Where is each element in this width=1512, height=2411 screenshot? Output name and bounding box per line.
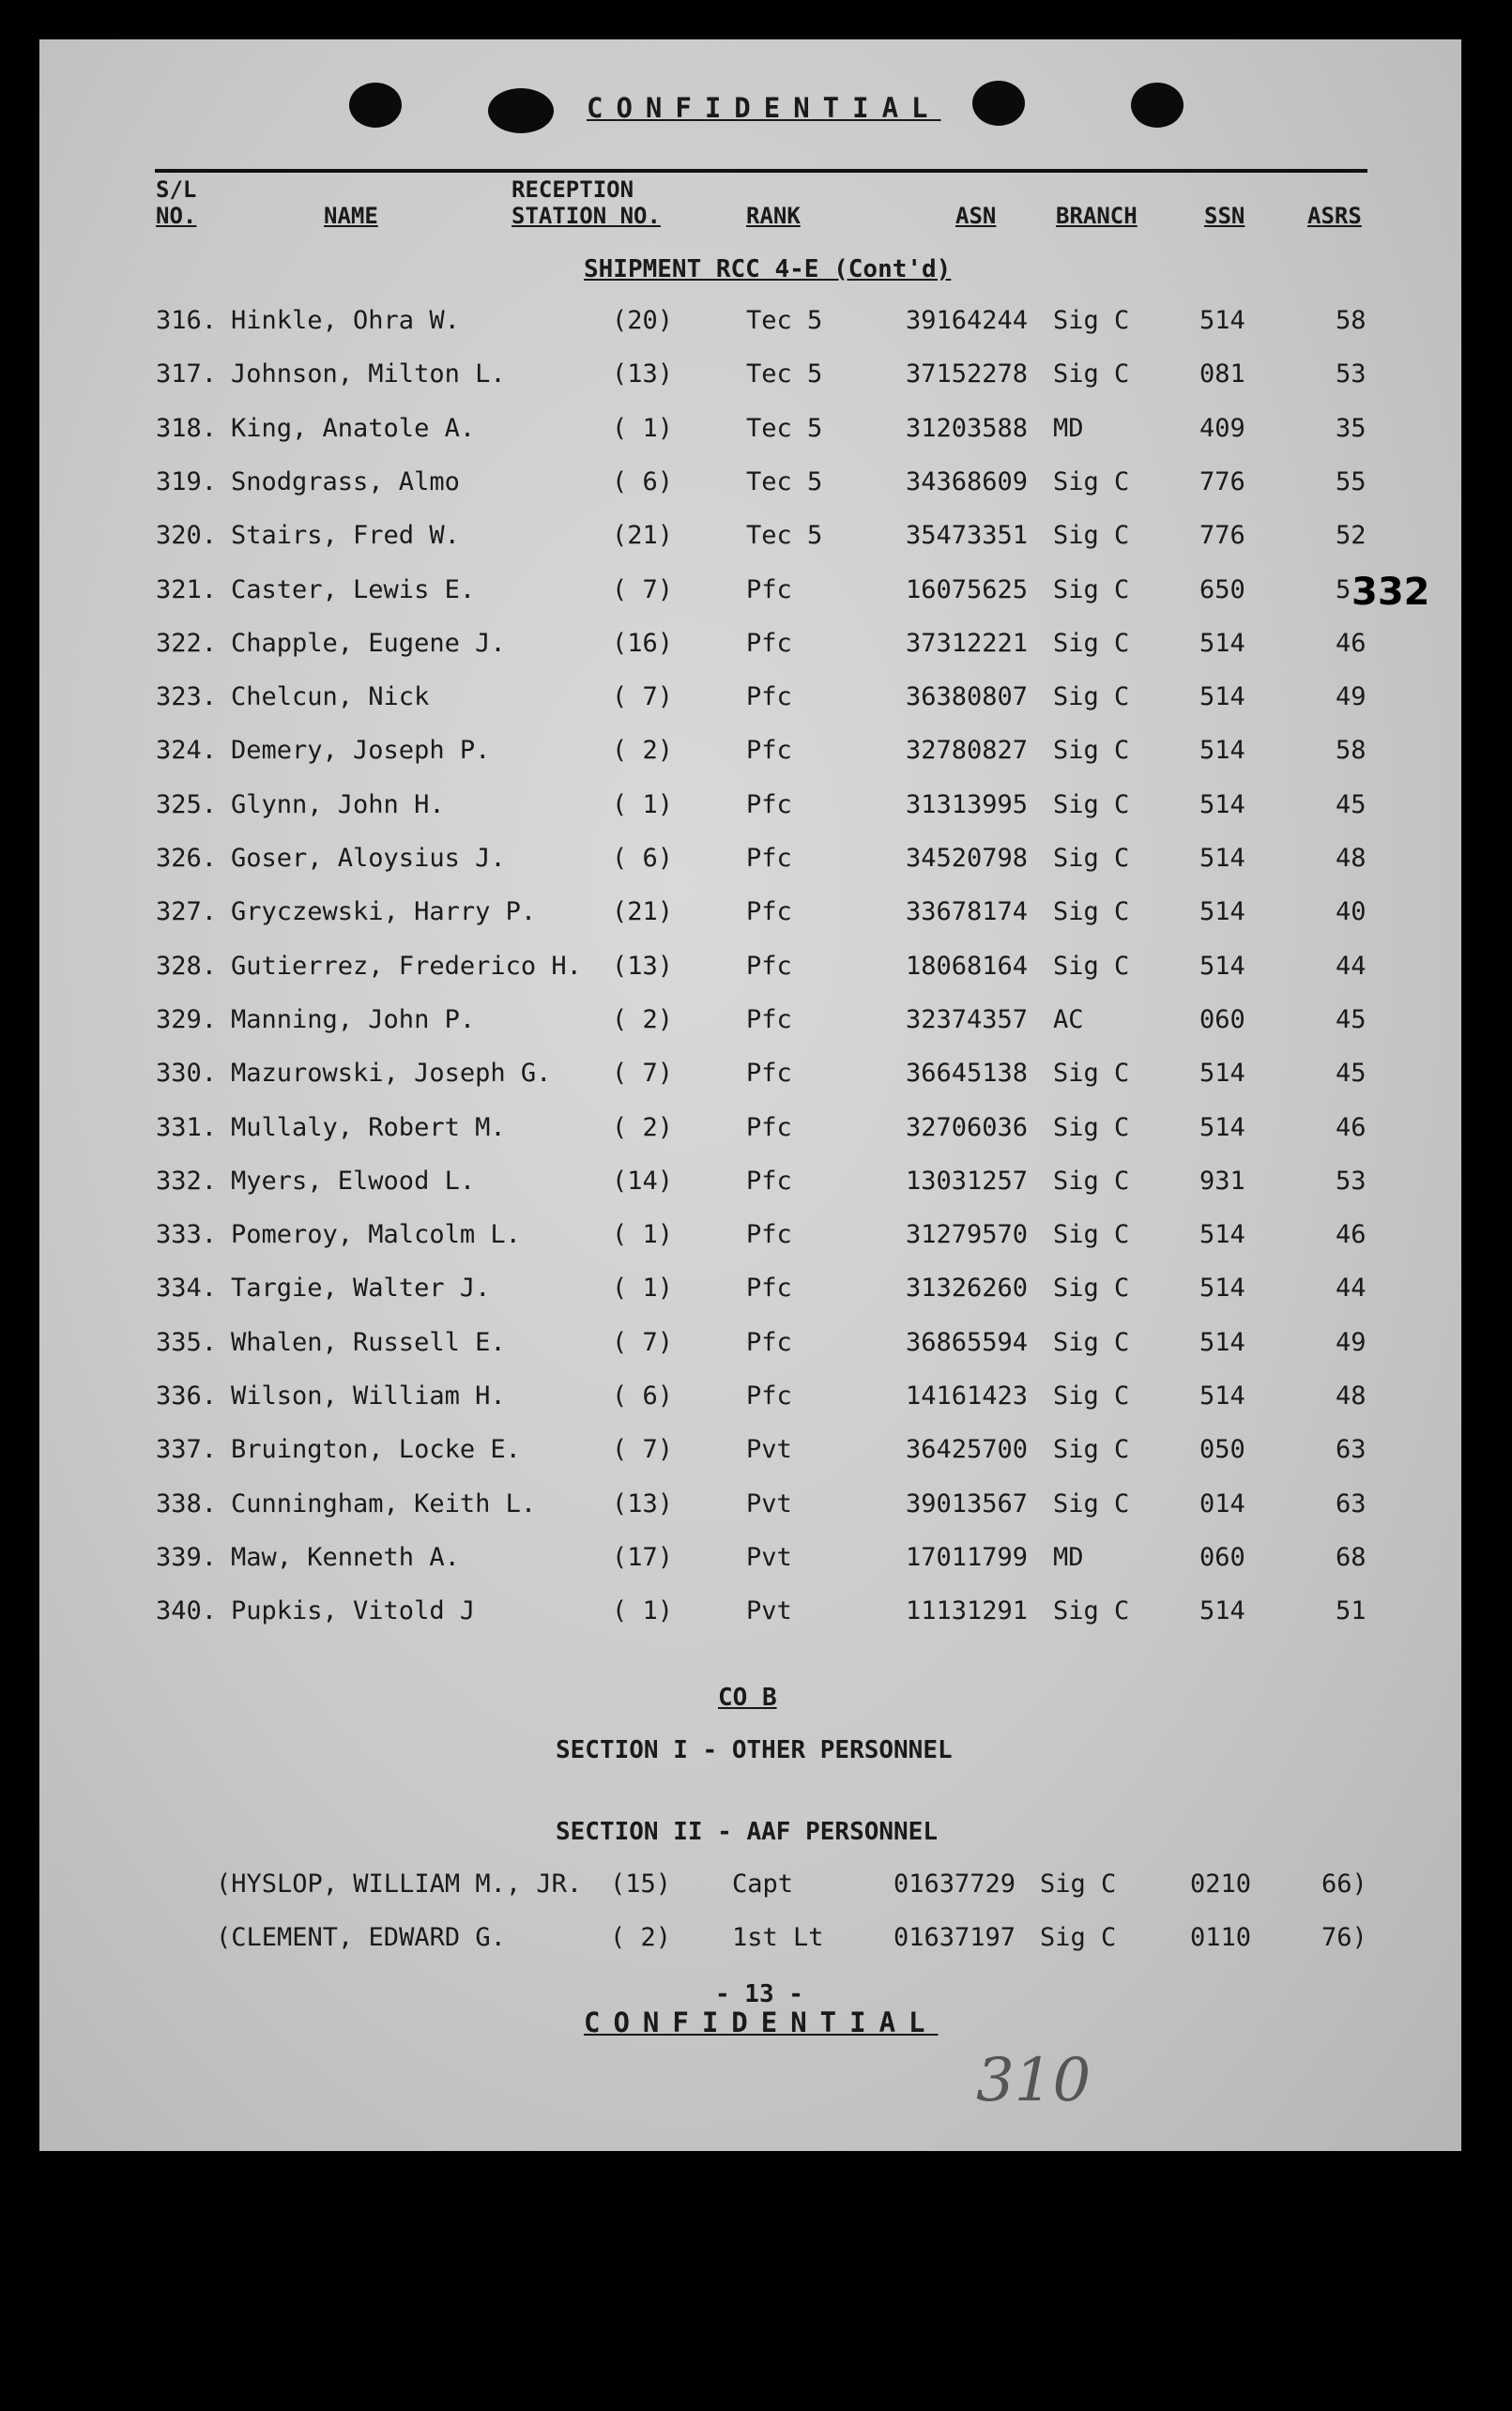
cell-rank: Pfc [746, 1274, 792, 1304]
cell-no: 322. [156, 628, 218, 658]
confidential-footer: CONFIDENTIAL [584, 2007, 939, 2038]
cell-no: 321. [156, 574, 218, 604]
table-row [0, 1328, 1512, 1366]
cell-rank: Pfc [746, 1112, 792, 1142]
cell-asrs: 48 [1336, 844, 1367, 873]
officer-row [0, 1869, 1512, 1907]
cell-name: Whalen, Russell E. [231, 1327, 506, 1357]
cell-branch: Sig C [1040, 1923, 1117, 1952]
cell-ssn: 650 [1199, 574, 1245, 604]
cell-branch: Sig C [1053, 521, 1130, 551]
cell-no: 323. [156, 682, 218, 712]
cell-branch: Sig C [1053, 1488, 1130, 1518]
table-row [0, 1596, 1512, 1634]
cell-asn: 37312221 [906, 628, 1029, 658]
cell-name: Wilson, William H. [231, 1381, 506, 1411]
cell-asrs: 63 [1336, 1435, 1367, 1465]
shipment-title: SHIPMENT RCC 4-E (Cont'd) [584, 255, 952, 283]
cell-name: Glynn, John H. [231, 789, 445, 819]
cell-station: (16) [612, 628, 674, 658]
cell-no: 328. [156, 951, 218, 981]
cell-asrs: 44 [1336, 1274, 1367, 1304]
cell-branch: Sig C [1053, 359, 1130, 389]
cell-name: Snodgrass, Almo [231, 466, 460, 496]
cell-station: (13) [612, 951, 674, 981]
col-station: STATION NO. [512, 203, 661, 229]
col-name: NAME [324, 203, 378, 229]
cell-name: Manning, John P. [231, 1004, 476, 1034]
cell-ssn: 060 [1199, 1004, 1245, 1034]
cell-rank: Pfc [746, 1220, 792, 1250]
cell-no: 318. [156, 413, 218, 443]
cell-branch: Sig C [1053, 466, 1130, 496]
cell-no: 332. [156, 1166, 218, 1196]
cell-rank: Pfc [746, 682, 792, 712]
cell-name: Targie, Walter J. [231, 1274, 491, 1304]
cell-branch: Sig C [1053, 574, 1130, 604]
cell-asn: 01637197 [893, 1923, 1016, 1952]
cell-ssn: 514 [1199, 844, 1245, 873]
cell-no: 317. [156, 359, 218, 389]
cell-ssn: 060 [1199, 1542, 1245, 1572]
cell-station: ( 1) [612, 1274, 674, 1304]
cell-asn: 35473351 [906, 521, 1029, 551]
cell-asn: 39164244 [906, 306, 1029, 335]
officer-row [0, 1923, 1512, 1961]
cell-name: Myers, Elwood L. [231, 1166, 476, 1196]
table-row [0, 629, 1512, 666]
cell-rank: Tec 5 [746, 359, 823, 389]
col-asrs: ASRS [1307, 203, 1362, 229]
cell-name: Goser, Aloysius J. [231, 844, 506, 873]
cell-name: Caster, Lewis E. [231, 574, 476, 604]
cell-branch: Sig C [1053, 1435, 1130, 1465]
cell-asn: 16075625 [906, 574, 1029, 604]
cell-ssn: 514 [1199, 897, 1245, 927]
col-asn: ASN [955, 203, 997, 229]
cell-no: 325. [156, 789, 218, 819]
cell-ssn: 014 [1199, 1488, 1245, 1518]
cell-asn: 18068164 [906, 951, 1029, 981]
cell-asrs: 55 [1336, 466, 1367, 496]
cell-asn: 31279570 [906, 1220, 1029, 1250]
cell-ssn: 514 [1199, 1274, 1245, 1304]
section-1-heading: SECTION I - OTHER PERSONNEL [556, 1736, 953, 1764]
cell-branch: Sig C [1053, 1059, 1130, 1089]
cell-ssn: 514 [1199, 789, 1245, 819]
cell-name: Maw, Kenneth A. [231, 1542, 460, 1572]
cell-ssn: 514 [1199, 682, 1245, 712]
cell-station: ( 1) [612, 1596, 674, 1626]
table-row [0, 1435, 1512, 1473]
cell-asrs: 45 [1336, 1004, 1367, 1034]
cell-name: Mullaly, Robert M. [231, 1112, 506, 1142]
table-row [0, 414, 1512, 451]
cell-station: (15) [610, 1869, 672, 1899]
table-row [0, 1543, 1512, 1580]
cell-ssn: 931 [1199, 1166, 1245, 1196]
cell-asn: 32374357 [906, 1004, 1029, 1034]
cell-branch: Sig C [1053, 1274, 1130, 1304]
cell-asrs: 53 [1336, 359, 1367, 389]
cell-station: ( 1) [612, 1220, 674, 1250]
cell-rank: Pfc [746, 897, 792, 927]
cell-rank: 1st Lt [732, 1923, 824, 1952]
cell-rank: Capt [732, 1869, 794, 1899]
cell-ssn: 776 [1199, 521, 1245, 551]
cell-branch: Sig C [1053, 682, 1130, 712]
cell-no: 329. [156, 1004, 218, 1034]
cell-no: 326. [156, 844, 218, 873]
cell-station: (17) [612, 1542, 674, 1572]
cell-name: Chelcun, Nick [231, 682, 430, 712]
cell-asrs: 49 [1336, 682, 1367, 712]
cell-station: ( 7) [612, 682, 674, 712]
cell-asrs: 58 [1336, 736, 1367, 766]
cell-station: ( 2) [612, 1112, 674, 1142]
table-row [0, 1167, 1512, 1204]
cell-branch: Sig C [1053, 844, 1130, 873]
table-row [0, 952, 1512, 989]
cell-asn: 36865594 [906, 1327, 1029, 1357]
cell-name: Pupkis, Vitold J [231, 1596, 476, 1626]
cell-name: King, Anatole A. [231, 413, 476, 443]
cell-station: ( 1) [612, 413, 674, 443]
cell-branch: Sig C [1053, 736, 1130, 766]
header-rule [155, 169, 1367, 173]
cell-rank: Pvt [746, 1488, 792, 1518]
cell-name: Demery, Joseph P. [231, 736, 491, 766]
cell-station: ( 1) [612, 789, 674, 819]
cell-asrs: 58 [1336, 306, 1367, 335]
cell-branch: MD [1053, 1542, 1084, 1572]
col-rank: RANK [746, 203, 801, 229]
table-row [0, 1005, 1512, 1043]
table-row [0, 844, 1512, 881]
cell-asrs: 66) [1321, 1869, 1367, 1899]
col-no: NO. [156, 203, 197, 229]
cell-asrs: 68 [1336, 1542, 1367, 1572]
cell-asn: 32780827 [906, 736, 1029, 766]
cell-station: ( 2) [612, 1004, 674, 1034]
cell-rank: Tec 5 [746, 413, 823, 443]
cell-branch: Sig C [1053, 1596, 1130, 1626]
cell-station: (21) [612, 521, 674, 551]
punch-hole-1 [349, 83, 402, 128]
cell-asrs: 40 [1336, 897, 1367, 927]
cell-asrs: 51 [1336, 1596, 1367, 1626]
cell-ssn: 081 [1199, 359, 1245, 389]
cell-ssn: 0210 [1190, 1869, 1252, 1899]
cell-no: 330. [156, 1059, 218, 1089]
cell-rank: Tec 5 [746, 466, 823, 496]
cell-ssn: 0110 [1190, 1923, 1252, 1952]
cell-no: 340. [156, 1596, 218, 1626]
cell-asn: 14161423 [906, 1381, 1029, 1411]
cell-station: ( 7) [612, 1059, 674, 1089]
cell-asn: 39013567 [906, 1488, 1029, 1518]
table-row [0, 359, 1512, 397]
cell-asn: 31203588 [906, 413, 1029, 443]
cell-rank: Pfc [746, 1166, 792, 1196]
cell-asrs: 35 [1336, 413, 1367, 443]
cell-rank: Tec 5 [746, 306, 823, 335]
cell-station: ( 7) [612, 1435, 674, 1465]
cell-station: ( 2) [610, 1923, 672, 1952]
cell-no: 331. [156, 1112, 218, 1142]
cell-no: 319. [156, 466, 218, 496]
cell-ssn: 514 [1199, 951, 1245, 981]
table-row [0, 1220, 1512, 1258]
cell-rank: Pfc [746, 1381, 792, 1411]
cell-ssn: 514 [1199, 628, 1245, 658]
cell-name: (CLEMENT, EDWARD G. [216, 1923, 506, 1952]
cell-ssn: 514 [1199, 1327, 1245, 1357]
cell-station: ( 6) [612, 466, 674, 496]
table-row [0, 897, 1512, 935]
cell-ssn: 514 [1199, 736, 1245, 766]
table-row [0, 306, 1512, 343]
cell-station: ( 7) [612, 574, 674, 604]
cell-no: 316. [156, 306, 218, 335]
table-row [0, 575, 1512, 613]
handwritten-number: 310 [976, 2046, 1092, 2115]
cell-rank: Pfc [746, 1327, 792, 1357]
table-row [0, 1059, 1512, 1096]
cell-name: Johnson, Milton L. [231, 359, 506, 389]
cell-asrs: 63 [1336, 1488, 1367, 1518]
punch-hole-4 [1131, 83, 1184, 128]
cell-rank: Pvt [746, 1596, 792, 1626]
col-reception: RECEPTION [512, 176, 634, 203]
cell-no: 335. [156, 1327, 218, 1357]
margin-stamp: 332 [1352, 571, 1430, 614]
cell-station: (20) [612, 306, 674, 335]
cell-name: Stairs, Fred W. [231, 521, 460, 551]
cell-name: Gryczewski, Harry P. [231, 897, 537, 927]
punch-hole-2 [488, 88, 554, 133]
cell-station: ( 6) [612, 1381, 674, 1411]
cell-rank: Pvt [746, 1542, 792, 1572]
cell-station: (13) [612, 359, 674, 389]
cell-asrs: 46 [1336, 628, 1367, 658]
cell-branch: Sig C [1053, 789, 1130, 819]
cell-rank: Pfc [746, 1004, 792, 1034]
cell-asn: 11131291 [906, 1596, 1029, 1626]
cell-no: 337. [156, 1435, 218, 1465]
cell-branch: AC [1053, 1004, 1084, 1034]
cell-asn: 34368609 [906, 466, 1029, 496]
cell-no: 339. [156, 1542, 218, 1572]
cell-station: (14) [612, 1166, 674, 1196]
cell-branch: Sig C [1053, 951, 1130, 981]
cell-branch: Sig C [1053, 628, 1130, 658]
cell-asn: 01637729 [893, 1869, 1016, 1899]
col-ssn: SSN [1204, 203, 1245, 229]
confidential-header: CONFIDENTIAL [587, 92, 941, 124]
cell-branch: Sig C [1053, 1166, 1130, 1196]
cell-no: 336. [156, 1381, 218, 1411]
cell-asrs: 46 [1336, 1112, 1367, 1142]
cell-asn: 31313995 [906, 789, 1029, 819]
cell-asn: 33678174 [906, 897, 1029, 927]
cell-branch: Sig C [1040, 1869, 1117, 1899]
cell-station: (13) [612, 1488, 674, 1518]
cell-asrs: 48 [1336, 1381, 1367, 1411]
col-branch: BRANCH [1056, 203, 1138, 229]
cell-ssn: 514 [1199, 1220, 1245, 1250]
cell-ssn: 514 [1199, 306, 1245, 335]
cell-ssn: 514 [1199, 1112, 1245, 1142]
cell-asrs: 53 [1336, 1166, 1367, 1196]
cell-no: 334. [156, 1274, 218, 1304]
cell-asn: 36380807 [906, 682, 1029, 712]
table-row [0, 682, 1512, 720]
table-row [0, 521, 1512, 558]
cell-branch: Sig C [1053, 1327, 1130, 1357]
cell-name: Pomeroy, Malcolm L. [231, 1220, 521, 1250]
cell-branch: Sig C [1053, 1381, 1130, 1411]
table-row [0, 1274, 1512, 1311]
cell-ssn: 514 [1199, 1059, 1245, 1089]
cell-asrs: 52 [1336, 521, 1367, 551]
cell-rank: Pfc [746, 1059, 792, 1089]
cell-asrs: 44 [1336, 951, 1367, 981]
col-sl: S/L [156, 176, 197, 203]
cell-asrs: 46 [1336, 1220, 1367, 1250]
section-2-heading: SECTION II - AAF PERSONNEL [556, 1818, 938, 1846]
cell-branch: MD [1053, 413, 1084, 443]
cell-asrs: 49 [1336, 1327, 1367, 1357]
page-number: - 13 - [715, 1980, 803, 2008]
cell-rank: Tec 5 [746, 521, 823, 551]
table-row [0, 790, 1512, 828]
cell-branch: Sig C [1053, 1112, 1130, 1142]
cell-asrs: 76) [1321, 1923, 1367, 1952]
cell-asn: 31326260 [906, 1274, 1029, 1304]
cell-asrs: 5 [1336, 574, 1352, 604]
cell-asn: 37152278 [906, 359, 1029, 389]
cell-branch: Sig C [1053, 1220, 1130, 1250]
cell-branch: Sig C [1053, 306, 1130, 335]
co-b-heading: CO B [718, 1684, 777, 1712]
table-row [0, 1381, 1512, 1419]
cell-ssn: 050 [1199, 1435, 1245, 1465]
cell-station: ( 7) [612, 1327, 674, 1357]
cell-asn: 17011799 [906, 1542, 1029, 1572]
cell-ssn: 409 [1199, 413, 1245, 443]
cell-name: (HYSLOP, WILLIAM M., JR. [216, 1869, 583, 1899]
cell-station: (21) [612, 897, 674, 927]
cell-rank: Pvt [746, 1435, 792, 1465]
cell-ssn: 776 [1199, 466, 1245, 496]
table-row [0, 467, 1512, 505]
cell-rank: Pfc [746, 574, 792, 604]
table-row [0, 736, 1512, 773]
cell-name: Hinkle, Ohra W. [231, 306, 460, 335]
cell-asn: 36425700 [906, 1435, 1029, 1465]
cell-asn: 36645138 [906, 1059, 1029, 1089]
table-row [0, 1113, 1512, 1151]
cell-asn: 32706036 [906, 1112, 1029, 1142]
cell-rank: Pfc [746, 628, 792, 658]
cell-no: 333. [156, 1220, 218, 1250]
cell-name: Chapple, Eugene J. [231, 628, 506, 658]
cell-no: 320. [156, 521, 218, 551]
cell-no: 324. [156, 736, 218, 766]
cell-ssn: 514 [1199, 1596, 1245, 1626]
cell-station: ( 6) [612, 844, 674, 873]
table-row [0, 1489, 1512, 1527]
punch-hole-3 [972, 81, 1025, 126]
cell-branch: Sig C [1053, 897, 1130, 927]
cell-rank: Pfc [746, 844, 792, 873]
cell-no: 327. [156, 897, 218, 927]
cell-rank: Pfc [746, 951, 792, 981]
cell-asrs: 45 [1336, 1059, 1367, 1089]
cell-rank: Pfc [746, 789, 792, 819]
cell-rank: Pfc [746, 736, 792, 766]
cell-asn: 13031257 [906, 1166, 1029, 1196]
cell-name: Gutierrez, Frederico H. [231, 951, 582, 981]
cell-station: ( 2) [612, 736, 674, 766]
cell-no: 338. [156, 1488, 218, 1518]
cell-asn: 34520798 [906, 844, 1029, 873]
cell-name: Bruington, Locke E. [231, 1435, 521, 1465]
cell-name: Mazurowski, Joseph G. [231, 1059, 552, 1089]
cell-asrs: 45 [1336, 789, 1367, 819]
cell-ssn: 514 [1199, 1381, 1245, 1411]
cell-name: Cunningham, Keith L. [231, 1488, 537, 1518]
